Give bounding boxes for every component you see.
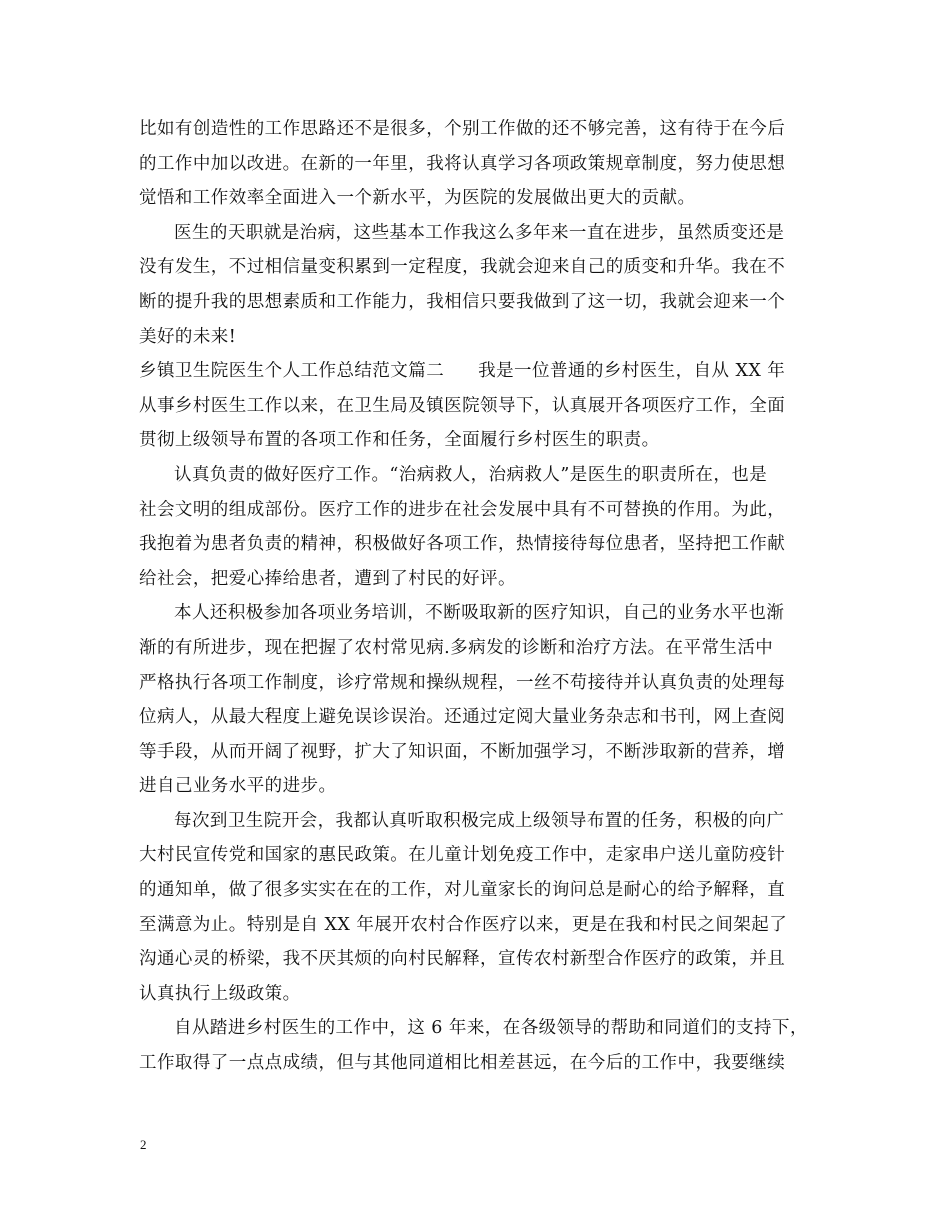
text-line: 位病人，从最大程度上避免误诊误治。还通过定阅大量业务杂志和书刊，网上查阅 [139,707,786,728]
text-line: 美好的未来! [139,326,237,347]
text-line: 比如有创造性的工作思路还不是很多，个别工作做的还不够完善，这有待于在今后 [139,119,786,139]
text-line: 工作取得了一点点成绩，但与其他同道相比相差甚远，在今后的工作中，我要继续 [139,1053,786,1074]
text-line: 断的提升我的思想素质和工作能力，我相信只要我做到了这一切，我就会迎来一个 [139,291,786,312]
text-line: 严格执行各项工作制度，诊疗常规和操纵规程，一丝不苟接待并认真负责的处理每 [139,672,786,693]
text-line: 等手段，从而开阔了视野，扩大了知识面，不断加强学习，不断涉取新的营养，增 [139,741,786,762]
text-line: 本人还积极参加各项业务培训，不断吸取新的医疗知识，自己的业务水平也渐 [174,603,785,624]
section-heading-line [139,354,811,389]
text-line: 大村民宣传党和国家的惠民政策。在儿童计划免疫工作中，走家串户送儿童防疫针 [139,845,786,866]
text-line: 给社会，把爱心捧给患者，遭到了村民的好评。 [139,568,516,589]
text-line: 认真执行上级政策。 [139,983,301,1004]
page-number: 2 [140,1137,147,1152]
text-line: 的工作中加以改进。在新的一年里，我将认真学习各项政策规章制度，努力使思想 [139,153,786,174]
text-line: 贯彻上级领导布置的各项工作和任务，全面履行乡村医生的职责。 [139,430,660,451]
text-line: 认真负责的做好医疗工作。“治病救人，治病救人”是医生的职责所在，也是 [174,464,768,485]
text-line: 社会文明的组成部份。医疗工作的进步在社会发展中具有不可替换的作用。为此， [139,499,786,520]
text-line: 我抱着为患者负责的精神，积极做好各项工作，热情接待每位患者，坚持把工作献 [139,534,786,555]
text-line: 自从踏进乡村医生的工作中，这 6 年来，在各级领导的帮助和同道们的支持下， [174,1018,808,1039]
text-line: 从事乡村医生工作以来，在卫生局及镇医院领导下，认真展开各项医疗工作，全面 [139,395,786,416]
document-body [139,112,811,1081]
text-line: 没有发生，不过相信量变积累到一定程度，我就会迎来自己的质变和升华。我在不 [139,257,786,278]
text-line: 医生的天职就是治病，这些基本工作我这么多年来一直在进步，虽然质变还是 [174,222,785,243]
text-line: 进自己业务水平的进步。 [139,776,337,797]
text-line: 至满意为止。特别是自 XX 年展开农村合作医疗以来，更是在我和村民之间架起了 [139,914,788,935]
text-line: 沟通心灵的桥梁，我不厌其烦的向村民解释，宣传农村新型合作医疗的政策，并且 [139,949,786,970]
text-line: 的通知单，做了很多实实在在的工作，对儿童家长的询问总是耐心的给予解释，直 [139,880,786,901]
text-run: 我是一位普通的乡村医生，自从 XX 年 [478,361,786,382]
section-heading: 乡镇卫生院医生个人工作总结范文篇二 [139,361,445,382]
text-line: 每次到卫生院开会，我都认真听取积极完成上级领导布置的任务，积极的向广 [174,810,785,831]
text-line: 觉悟和工作效率全面进入一个新水平，为医院的发展做出更大的贡献。 [139,188,696,209]
text-line: 渐的有所进步，现在把握了农村常见病.多病发的诊断和治疗方法。在平常生活中 [139,637,774,658]
